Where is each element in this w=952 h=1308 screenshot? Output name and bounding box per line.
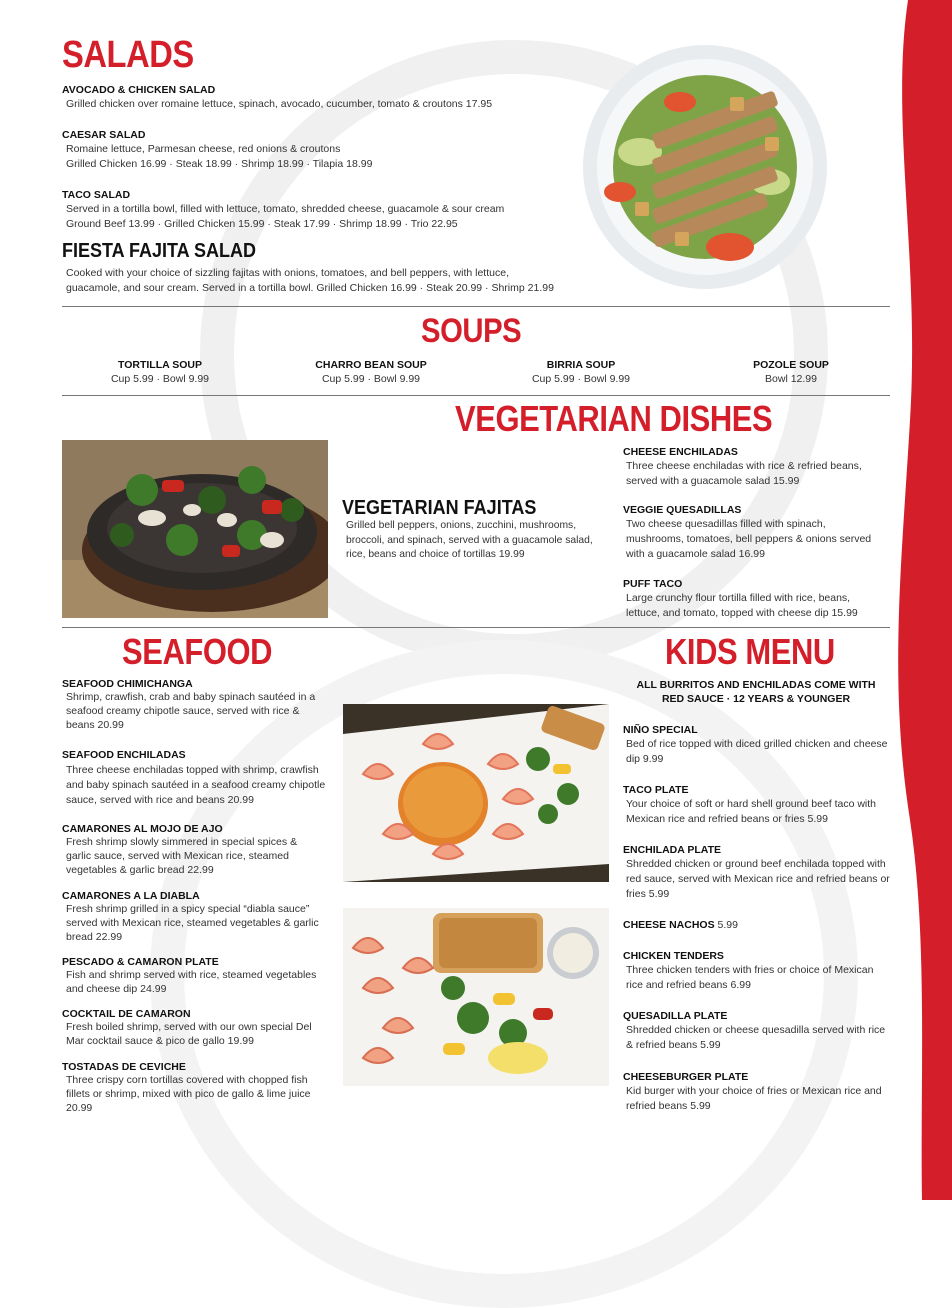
- soup-item-name: TORTILLA SOUP: [118, 359, 202, 371]
- seafood-item-name: TOSTADAS DE CEVICHE: [62, 1061, 186, 1073]
- vegetarian-title: VEGETARIAN DISHES: [455, 398, 773, 439]
- kids-item-desc: Three chicken tenders with fries or choice of Mexican rice and refried beans 6.99: [626, 964, 874, 991]
- vegetarian-fajitas-name: VEGETARIAN FAJITAS: [342, 497, 537, 519]
- divider: [62, 627, 890, 628]
- salad-item-name: AVOCADO & CHICKEN SALAD: [62, 84, 216, 96]
- salad-item-name: TACO SALAD: [62, 189, 131, 201]
- soup-item-price: Cup 5.99 · Bowl 9.99: [531, 373, 631, 385]
- seafood-title: SEAFOOD: [122, 631, 273, 672]
- kids-item-desc: Shredded chicken or cheese quesadilla served with rice & refried beans 5.99: [626, 1024, 886, 1051]
- shrimp-rice-photo: [343, 704, 609, 882]
- kids-item-name: QUESADILLA PLATE: [623, 1010, 728, 1022]
- kids-item-desc: Shredded chicken or ground beef enchilada topped with red sauce, served with Mexican rice and refried beans or fries 5.99: [626, 858, 890, 900]
- divider: [62, 306, 890, 307]
- soup-item-price: Cup 5.99 · Bowl 9.99: [321, 373, 421, 385]
- kids-menu-note: ALL BURRITOS AND ENCHILADAS COME WITH RED SAUCE · 12 YEARS & YOUNGER: [636, 679, 876, 705]
- soup-item-price: Cup 5.99 · Bowl 9.99: [110, 373, 210, 385]
- vegetarian-fajitas-photo: [62, 440, 328, 618]
- seafood-item-name: COCKTAIL DE CAMARON: [62, 1008, 191, 1020]
- vegetarian-item-name: VEGGIE QUESADILLAS: [623, 504, 742, 516]
- red-wave-border: [880, 0, 952, 1200]
- seafood-item-desc: Fish and shrimp served with rice, steamed vegetables and cheese dip 24.99: [66, 969, 317, 995]
- seafood-item-name: SEAFOOD ENCHILADAS: [62, 749, 186, 761]
- kids-item-name: ENCHILADA PLATE: [623, 844, 721, 856]
- seafood-item-desc: Fresh boiled shrimp, served with our own special Del Mar cocktail sauce & pico de gallo 19.99: [66, 1021, 312, 1047]
- kids-menu-title: KIDS MENU: [665, 631, 835, 672]
- soup-item-name: POZOLE SOUP: [753, 359, 829, 371]
- kids-item-price: 5.99: [717, 919, 738, 931]
- kids-item-desc: Your choice of soft or hard shell ground beef taco with Mexican rice and refried beans or fries 5.99: [626, 798, 877, 825]
- seafood-item-name: CAMARONES AL MOJO DE AJO: [62, 823, 223, 835]
- soup-item-name: CHARRO BEAN SOUP: [315, 359, 427, 371]
- salad-item-desc: Grilled chicken over romaine lettuce, spinach, avocado, cucumber, tomato & croutons 17.95: [66, 98, 493, 110]
- seafood-item-desc: Three cheese enchiladas topped with shrimp, crawfish and baby spinach sautéed in a seafood creamy chipotle sauce, served with rice and beans 20.99: [66, 764, 326, 806]
- kids-item-name: TACO PLATE: [623, 784, 689, 796]
- salad-item-desc: Romaine lettuce, Parmesan cheese, red onions & croutons: [66, 143, 341, 155]
- salad-item-name: CAESAR SALAD: [62, 129, 146, 141]
- vegetarian-item-desc: Two cheese quesadillas filled with spinach, mushrooms, tomatoes, bell peppers & onions served with a guacamole salad 16.99: [626, 518, 872, 560]
- fiesta-fajita-salad-name: FIESTA FAJITA SALAD: [62, 240, 257, 262]
- fiesta-fajita-salad-desc: Cooked with your choice of sizzling fajitas with onions, tomatoes, and bell peppers, with lettuce,: [66, 267, 509, 279]
- fiesta-fajita-salad-desc: guacamole, and sour cream. Served in a tortilla bowl. Grilled Chicken 16.99 · Steak 20.99 · Shrimp 21.99: [66, 282, 554, 294]
- divider: [62, 395, 890, 396]
- vegetarian-item-name: CHEESE ENCHILADAS: [623, 446, 738, 458]
- salad-item-prices: Grilled Chicken 16.99 · Steak 18.99 · Shrimp 18.99 · Tilapia 18.99: [66, 158, 373, 170]
- kids-item-cheese-nachos: [623, 919, 738, 931]
- soups-title: SOUPS: [421, 312, 522, 350]
- seafood-item-desc: Fresh shrimp grilled in a spicy special “diabla sauce” served with Mexican rice, steamed vegetables & garlic bread 22.99: [66, 903, 319, 943]
- vegetarian-item-name: PUFF TACO: [623, 578, 683, 590]
- seafood-item-name: CAMARONES A LA DIABLA: [62, 890, 200, 902]
- kids-item-name: CHEESEBURGER PLATE: [623, 1071, 749, 1083]
- kids-item-desc: Kid burger with your choice of fries or Mexican rice and refried beans 5.99: [626, 1085, 882, 1112]
- seafood-item-desc: Shrimp, crawfish, crab and baby spinach sautéed in a seafood creamy chipotle sauce, served with rice & beans 20.99: [66, 691, 316, 731]
- kids-item-name: NIÑO SPECIAL: [623, 724, 698, 736]
- salad-photo: [580, 42, 830, 292]
- seafood-item-desc: Fresh shrimp slowly simmered in special spices & garlic sauce, served with Mexican rice, steamed vegetables & garlic bread 22.99: [66, 836, 298, 876]
- vegetarian-fajitas-desc: Grilled bell peppers, onions, zucchini, mushrooms, broccoli, and spinach, served with a guacamole salad, rice, beans and choice of tortillas 19.99: [346, 520, 593, 560]
- soup-item-name: BIRRIA SOUP: [546, 359, 616, 371]
- seafood-item-name: SEAFOOD CHIMICHANGA: [62, 678, 193, 690]
- salad-item-prices: Ground Beef 13.99 · Grilled Chicken 15.99 · Steak 17.99 · Shrimp 18.99 · Trio 22.95: [66, 218, 458, 230]
- kids-item-name: CHEESE NACHOS: [623, 919, 715, 931]
- soup-item-price: Bowl 12.99: [765, 373, 817, 385]
- seafood-item-desc: Three crispy corn tortillas covered with chopped fish fillets or shrimp, mixed with pico de gallo & lime juice 20.99: [66, 1074, 311, 1114]
- shrimp-vegetables-photo: [343, 908, 609, 1086]
- vegetarian-item-desc: Large crunchy flour tortilla filled with rice, beans, lettuce, and tomato, topped with cheese dip 15.99: [626, 592, 858, 619]
- salad-item-desc: Served in a tortilla bowl, filled with lettuce, tomato, shredded cheese, guacamole & sour cream: [66, 203, 505, 215]
- seafood-item-name: PESCADO & CAMARON PLATE: [62, 956, 219, 968]
- salads-title: SALADS: [62, 34, 194, 76]
- kids-item-desc: Bed of rice topped with diced grilled chicken and cheese dip 9.99: [626, 738, 888, 765]
- vegetarian-item-desc: Three cheese enchiladas with rice & refried beans, served with a guacamole salad 15.99: [626, 460, 862, 487]
- kids-item-name: CHICKEN TENDERS: [623, 950, 724, 962]
